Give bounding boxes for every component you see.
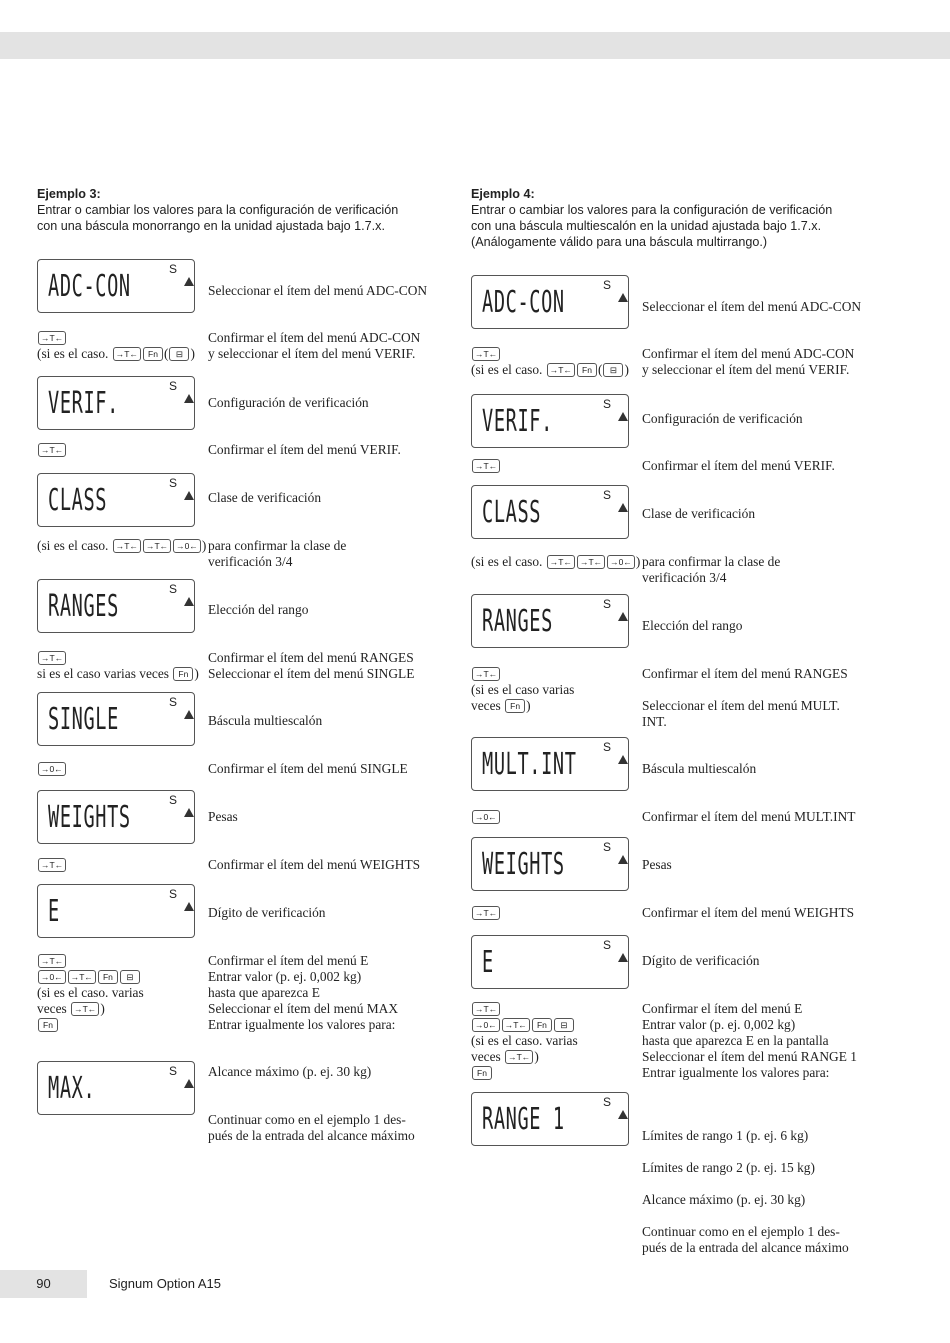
example-4-line: (Análogamente válido para una báscula multirrango.)	[471, 235, 768, 249]
step-description: Confirmar el ítem del menú SINGLE	[208, 761, 408, 776]
example-3-line: con una báscula monorrango en la unidad ajustada bajo 1.7.x.	[37, 219, 385, 233]
key-note: (si es el caso varias	[471, 682, 575, 697]
warning-triangle-icon	[184, 277, 194, 286]
display-class	[37, 473, 195, 527]
continue-note: pués de la entrada del alcance máximo	[208, 1128, 415, 1143]
key-sequence	[471, 666, 501, 682]
display-value: MULT.INT	[482, 747, 577, 782]
step-description: Configuración de verificación	[642, 411, 803, 426]
key-sequence	[471, 346, 501, 362]
step-description: y seleccionar el ítem del menú VERIF.	[642, 362, 850, 377]
display-ranges	[37, 579, 195, 633]
step-description: Elección del rango	[208, 602, 309, 617]
display-value: VERIF.	[48, 386, 119, 421]
key-note: veces	[37, 1001, 67, 1016]
fn-key-icon: Fn	[98, 970, 118, 984]
step-description: Confirmar el ítem del menú WEIGHTS	[208, 857, 421, 872]
key-sequence	[471, 1017, 575, 1033]
display-mult-int	[471, 737, 629, 791]
step-description: Báscula multiescalón	[642, 761, 757, 776]
display-value: CLASS	[48, 483, 108, 518]
warning-triangle-icon	[184, 710, 194, 719]
step-description: Entrar igualmente los valores para:	[642, 1065, 830, 1080]
warning-triangle-icon	[618, 412, 628, 421]
warning-triangle-icon	[184, 597, 194, 606]
display-s-indicator: S	[603, 1095, 612, 1109]
display-s-indicator: S	[603, 740, 612, 754]
fn-key-icon: Fn	[532, 1018, 552, 1032]
tare-key-icon: →T←	[71, 1002, 99, 1016]
example-3-line: Entrar o cambiar los valores para la configuración de verificación	[37, 203, 399, 217]
step-description: hasta que aparezca E en la pantalla	[642, 1033, 829, 1048]
display-value: RANGE 1	[482, 1102, 565, 1137]
tare-key-icon: →T←	[38, 651, 66, 665]
step-description: Confirmar el ítem del menú E	[642, 1001, 803, 1016]
fn-key-icon: Fn	[505, 699, 525, 713]
example-4-line: Entrar o cambiar los valores para la configuración de verificación	[471, 203, 833, 217]
tare-key-icon: →T←	[577, 555, 605, 569]
display-class	[471, 485, 629, 539]
step-description: Pesas	[642, 857, 672, 872]
display-s-indicator: S	[169, 695, 178, 709]
example-4-line: con una báscula multiescalón en la unidad ajustada bajo 1.7.x.	[471, 219, 822, 233]
key-sequence	[471, 458, 501, 474]
display-s-indicator: S	[603, 840, 612, 854]
warning-triangle-icon	[184, 491, 194, 500]
key-sequence	[37, 442, 67, 458]
step-description: Confirmar el ítem del menú RANGES	[208, 650, 414, 665]
display-s-indicator: S	[603, 278, 612, 292]
step-description: Alcance máximo (p. ej. 30 kg)	[642, 1192, 806, 1207]
display-value: E	[482, 945, 494, 980]
warning-triangle-icon	[618, 855, 628, 864]
display-verif	[37, 376, 195, 430]
continue-note: Continuar como en el ejemplo 1 des-	[642, 1224, 840, 1239]
example-3-heading	[37, 186, 398, 234]
display-e	[37, 884, 195, 938]
key-note: (si es el caso.	[471, 362, 543, 377]
display-weights	[37, 790, 195, 844]
display-s-indicator: S	[169, 1064, 178, 1078]
step-description: Confirmar el ítem del menú VERIF.	[208, 442, 401, 457]
warning-triangle-icon	[618, 953, 628, 962]
display-s-indicator: S	[169, 582, 178, 596]
step-description: Clase de verificación	[642, 506, 756, 521]
display-value: WEIGHTS	[48, 800, 131, 835]
key-sequence	[37, 330, 67, 346]
display-value: E	[48, 894, 60, 929]
step-description: INT.	[642, 714, 667, 729]
key-sequence	[37, 953, 67, 969]
display-ranges	[471, 594, 629, 648]
display-value: RANGES	[482, 604, 553, 639]
tare-key-icon: →T←	[38, 954, 66, 968]
display-weights	[471, 837, 629, 891]
display-value: SINGLE	[48, 702, 119, 737]
step-description: Seleccionar el ítem del menú MULT.	[642, 698, 840, 713]
fn-key-icon: Fn	[577, 363, 597, 377]
display-s-indicator: S	[169, 379, 178, 393]
step-description: Dígito de verificación	[642, 953, 760, 968]
key-sequence	[471, 905, 501, 921]
tare-key-icon: →T←	[143, 539, 171, 553]
warning-triangle-icon	[184, 808, 194, 817]
step-description: Confirmar el ítem del menú WEIGHTS	[642, 905, 855, 920]
key-note: (si es el caso. varias	[471, 1033, 578, 1048]
warning-triangle-icon	[184, 394, 194, 403]
display-s-indicator: S	[603, 597, 612, 611]
key-sequence	[37, 761, 67, 777]
key-note: veces	[471, 1049, 501, 1064]
step-description: Entrar igualmente los valores para:	[208, 1017, 396, 1032]
footer-title: Signum Option A15	[109, 1276, 222, 1291]
display-value: VERIF.	[482, 404, 553, 439]
key-sequence: si es el caso varias veces Fn )	[37, 666, 199, 681]
fn-key-icon: Fn	[38, 1018, 58, 1032]
tare-key-icon: →T←	[472, 906, 500, 920]
fn-key-icon: Fn	[143, 347, 163, 361]
warning-triangle-icon	[618, 1110, 628, 1119]
key-sequence	[471, 1065, 493, 1081]
step-description: Dígito de verificación	[208, 905, 326, 920]
tare-key-icon: →T←	[113, 347, 141, 361]
tare-key-icon: →T←	[547, 363, 575, 377]
fn-key-icon: Fn	[173, 667, 193, 681]
key-sequence: (si es el caso. →T← Fn ( ⊟ )	[471, 362, 629, 377]
warning-triangle-icon	[618, 612, 628, 621]
display-e	[471, 935, 629, 989]
key-sequence: (si es el caso. →T← Fn ( ⊟ )	[37, 346, 195, 361]
key-sequence	[471, 1001, 501, 1017]
step-description: Confirmar el ítem del menú MULT.INT	[642, 809, 856, 824]
display-range-1	[471, 1092, 629, 1146]
step-description: Seleccionar el ítem del menú ADC-CON	[642, 299, 862, 314]
display-max	[37, 1061, 195, 1115]
page-number: 90	[36, 1276, 51, 1291]
step-description: verificación 3/4	[642, 570, 727, 585]
tare-key-icon: →T←	[472, 1002, 500, 1016]
key-note: veces	[471, 698, 501, 713]
key-note: (si es el caso.	[471, 554, 543, 569]
step-description: Límites de rango 2 (p. ej. 15 kg)	[642, 1160, 815, 1175]
display-s-indicator: S	[169, 793, 178, 807]
display-s-indicator: S	[169, 887, 178, 901]
step-description: Elección del rango	[642, 618, 743, 633]
key-sequence	[37, 857, 67, 873]
zero-key-icon: →0←	[472, 810, 500, 824]
step-description: Báscula multiescalón	[208, 713, 323, 728]
display-value: ADC-CON	[482, 285, 565, 320]
display-value: WEIGHTS	[482, 847, 565, 882]
display-s-indicator: S	[603, 938, 612, 952]
key-sequence	[471, 809, 501, 825]
example-4-heading	[471, 186, 832, 250]
tare-key-icon: →T←	[472, 347, 500, 361]
display-verif	[471, 394, 629, 448]
tare-key-icon: →T←	[505, 1050, 533, 1064]
step-description: Límites de rango 1 (p. ej. 6 kg)	[642, 1128, 809, 1143]
step-description: Seleccionar el ítem del menú MAX	[208, 1001, 399, 1016]
example-3-title: Ejemplo 3:	[37, 187, 101, 201]
tare-key-icon: →T←	[68, 970, 96, 984]
key-sequence	[37, 650, 67, 666]
step-description: Confirmar el ítem del menú RANGES	[642, 666, 848, 681]
key-note: si es el caso varias veces	[37, 666, 169, 681]
display-single	[37, 692, 195, 746]
tare-key-icon: →T←	[38, 858, 66, 872]
print-key-icon: ⊟	[120, 970, 140, 984]
key-sequence: veces →T← )	[471, 1049, 539, 1064]
tare-key-icon: →T←	[547, 555, 575, 569]
step-description: Seleccionar el ítem del menú ADC-CON	[208, 283, 428, 298]
step-description: verificación 3/4	[208, 554, 293, 569]
step-description: Confirmar el ítem del menú ADC-CON	[208, 330, 421, 345]
zero-key-icon: →0←	[607, 555, 635, 569]
warning-triangle-icon	[618, 755, 628, 764]
display-adc-con	[37, 259, 195, 313]
display-s-indicator: S	[169, 262, 178, 276]
warning-triangle-icon	[184, 1079, 194, 1088]
warning-triangle-icon	[184, 902, 194, 911]
display-value: RANGES	[48, 589, 119, 624]
step-description: Alcance máximo (p. ej. 30 kg)	[208, 1064, 372, 1079]
warning-triangle-icon	[618, 293, 628, 302]
step-description: Entrar valor (p. ej. 0,002 kg)	[642, 1017, 796, 1032]
display-s-indicator: S	[603, 488, 612, 502]
continue-note: pués de la entrada del alcance máximo	[642, 1240, 849, 1255]
step-description: Pesas	[208, 809, 238, 824]
step-description: para confirmar la clase de	[208, 538, 347, 553]
step-description: para confirmar la clase de	[642, 554, 781, 569]
step-description: Confirmar el ítem del menú E	[208, 953, 369, 968]
print-key-icon: ⊟	[603, 363, 623, 377]
example-4-title: Ejemplo 4:	[471, 187, 535, 201]
key-sequence	[37, 1017, 59, 1033]
display-adc-con	[471, 275, 629, 329]
step-description: hasta que aparezca E	[208, 985, 320, 1000]
fn-key-icon: Fn	[472, 1066, 492, 1080]
zero-key-icon: →0←	[173, 539, 201, 553]
zero-key-icon: →0←	[38, 970, 66, 984]
step-description: y seleccionar el ítem del menú VERIF.	[208, 346, 416, 361]
key-note: (si es el caso.	[37, 346, 109, 361]
tare-key-icon: →T←	[38, 443, 66, 457]
key-note: (si es el caso. varias	[37, 985, 144, 1000]
step-description: Clase de verificación	[208, 490, 322, 505]
step-description: Entrar valor (p. ej. 0,002 kg)	[208, 969, 362, 984]
key-sequence	[37, 969, 141, 985]
tare-key-icon: →T←	[38, 331, 66, 345]
key-note: (si es el caso.	[37, 538, 109, 553]
zero-key-icon: →0←	[472, 1018, 500, 1032]
header-bar	[0, 32, 950, 59]
step-description: Confirmar el ítem del menú ADC-CON	[642, 346, 855, 361]
warning-triangle-icon	[618, 503, 628, 512]
continue-note: Continuar como en el ejemplo 1 des-	[208, 1112, 406, 1127]
key-sequence: (si es el caso. →T← →T← →0← )	[37, 538, 207, 553]
step-description: Seleccionar el ítem del menú RANGE 1	[642, 1049, 857, 1064]
tare-key-icon: →T←	[113, 539, 141, 553]
step-description: Seleccionar el ítem del menú SINGLE	[208, 666, 415, 681]
tare-key-icon: →T←	[472, 667, 500, 681]
display-s-indicator: S	[169, 476, 178, 490]
zero-key-icon: →0←	[38, 762, 66, 776]
tare-key-icon: →T←	[502, 1018, 530, 1032]
print-key-icon: ⊟	[554, 1018, 574, 1032]
step-description: Confirmar el ítem del menú VERIF.	[642, 458, 835, 473]
display-value: CLASS	[482, 495, 542, 530]
display-s-indicator: S	[603, 397, 612, 411]
print-key-icon: ⊟	[169, 347, 189, 361]
key-sequence: veces Fn )	[471, 698, 531, 713]
key-sequence: (si es el caso. →T← →T← →0← )	[471, 554, 641, 569]
display-value: MAX.	[48, 1071, 96, 1106]
tare-key-icon: →T←	[472, 459, 500, 473]
step-description: Configuración de verificación	[208, 395, 369, 410]
key-sequence: veces →T← )	[37, 1001, 105, 1016]
display-value: ADC-CON	[48, 269, 131, 304]
